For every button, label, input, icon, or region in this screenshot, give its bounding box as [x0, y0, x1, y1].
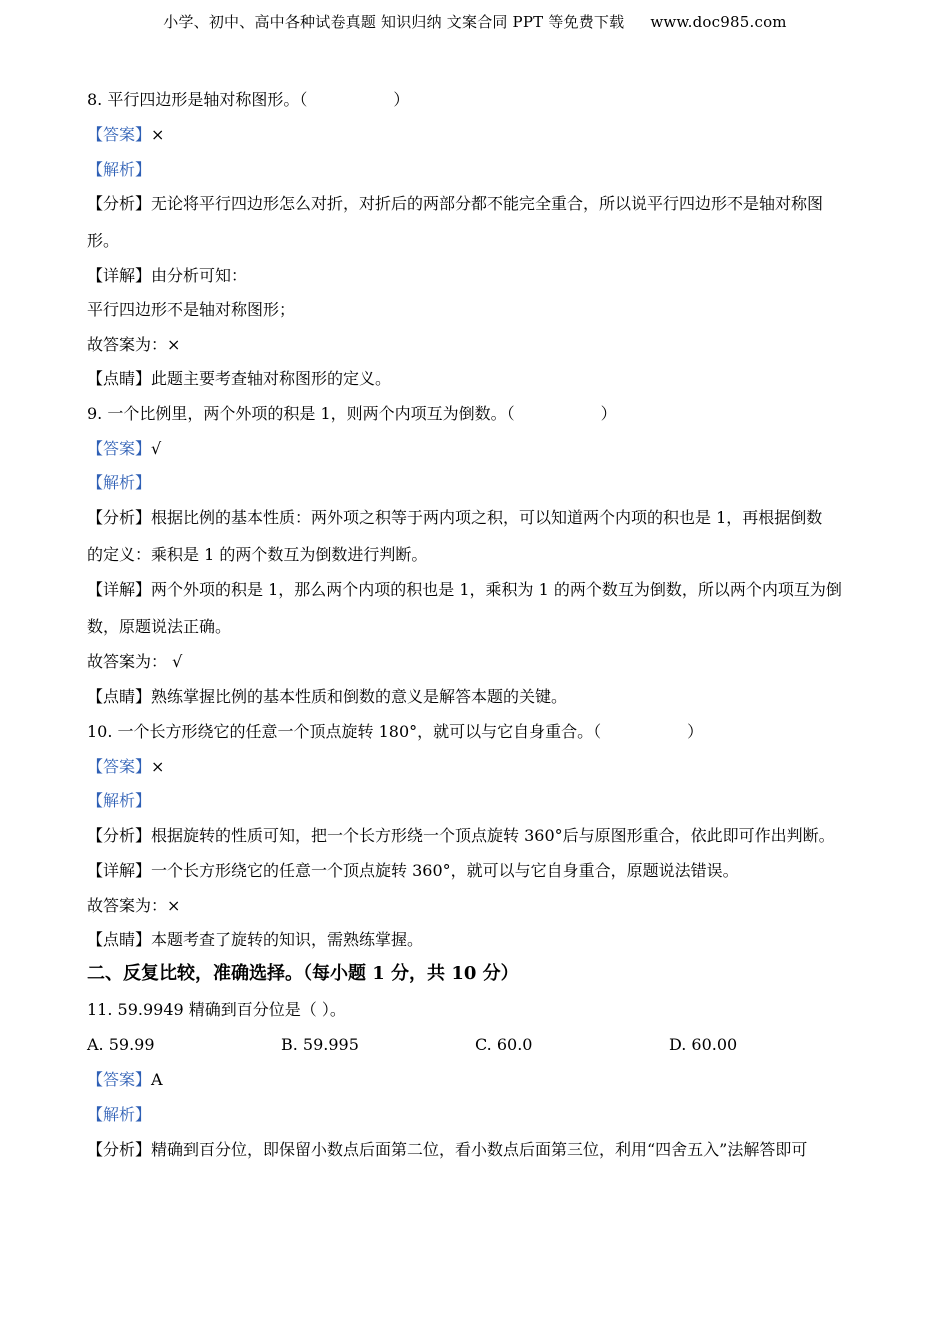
- xiangjie-9-cont: 数，原题说法正确。: [87, 617, 232, 636]
- option-c: C. 60.0: [475, 1035, 533, 1054]
- final-answer-9: 故答案为： √: [87, 652, 183, 671]
- final-answer-8: 故答案为：×: [87, 335, 181, 354]
- answer-9: 【答案】√: [87, 439, 162, 458]
- final-answer-10: 故答案为：×: [87, 896, 181, 915]
- fenxi-8-cont: 形。: [87, 231, 120, 250]
- question-8: 8. 平行四边形是轴对称图形。（ ）: [87, 90, 410, 109]
- xiangjie-10: 【详解】一个长方形绕它的任意一个顶点旋转 360°，就可以与它自身重合，原题说法错误。: [87, 861, 739, 880]
- dianjing-10: 【点睛】本题考查了旋转的知识，需熟练掌握。: [87, 930, 424, 949]
- analysis-tag-10: 【解析】: [87, 791, 152, 810]
- section-2-title: 二、反复比较，准确选择。（每小题 1 分，共 10 分）: [87, 963, 519, 984]
- xiangjie-8: 【详解】由分析可知：: [87, 266, 248, 285]
- header-url[interactable]: www.doc985.com: [650, 13, 787, 31]
- xiangjie-9: 【详解】两个外项的积是 1，那么两个内项的积也是 1，乘积为 1 的两个数互为倒数，所以两个内项互为倒: [87, 580, 842, 599]
- answer-10: 【答案】×: [87, 757, 165, 776]
- header-text: 小学、初中、高中各种试卷真题 知识归纳 文案合同 PPT 等免费下载: [163, 13, 625, 31]
- option-d: D. 60.00: [669, 1035, 738, 1054]
- answer-8: 【答案】×: [87, 125, 165, 144]
- options-11: [87, 1035, 867, 1055]
- fenxi-11: 【分析】精确到百分位，即保留小数点后面第二位，看小数点后面第三位，利用“四舍五入”法解答即可: [87, 1140, 808, 1159]
- fenxi-9: 【分析】根据比例的基本性质：两外项之积等于两内项之积，可以知道两个内项的积也是 1，再根据倒数: [87, 508, 823, 527]
- analysis-tag-11: 【解析】: [87, 1105, 152, 1124]
- question-11: 11. 59.9949 精确到百分位是（ ）。: [87, 1000, 346, 1019]
- analysis-tag-9: 【解析】: [87, 473, 152, 492]
- question-9: 9. 一个比例里，两个外项的积是 1，则两个内项互为倒数。（ ）: [87, 404, 617, 423]
- page-header: [0, 11, 950, 32]
- option-a: A. 59.99: [87, 1035, 155, 1054]
- fenxi-10: 【分析】根据旋转的性质可知，把一个长方形绕一个顶点旋转 360°后与原图形重合，依此即可作出判断。: [87, 826, 835, 845]
- analysis-tag-8: 【解析】: [87, 160, 152, 179]
- detail-8-line1: 平行四边形不是轴对称图形；: [87, 300, 296, 319]
- fenxi-8: 【分析】无论将平行四边形怎么对折，对折后的两部分都不能完全重合，所以说平行四边形不是轴对称图: [87, 194, 824, 213]
- dianjing-9: 【点睛】熟练掌握比例的基本性质和倒数的意义是解答本题的关键。: [87, 687, 568, 706]
- question-10: 10. 一个长方形绕它的任意一个顶点旋转 180°，就可以与它自身重合。（ ）: [87, 722, 704, 741]
- dianjing-8: 【点睛】此题主要考查轴对称图形的定义。: [87, 369, 392, 388]
- answer-11: 【答案】A: [87, 1070, 163, 1089]
- fenxi-9-cont: 的定义：乘积是 1 的两个数互为倒数进行判断。: [87, 545, 428, 564]
- option-b: B. 59.995: [281, 1035, 359, 1054]
